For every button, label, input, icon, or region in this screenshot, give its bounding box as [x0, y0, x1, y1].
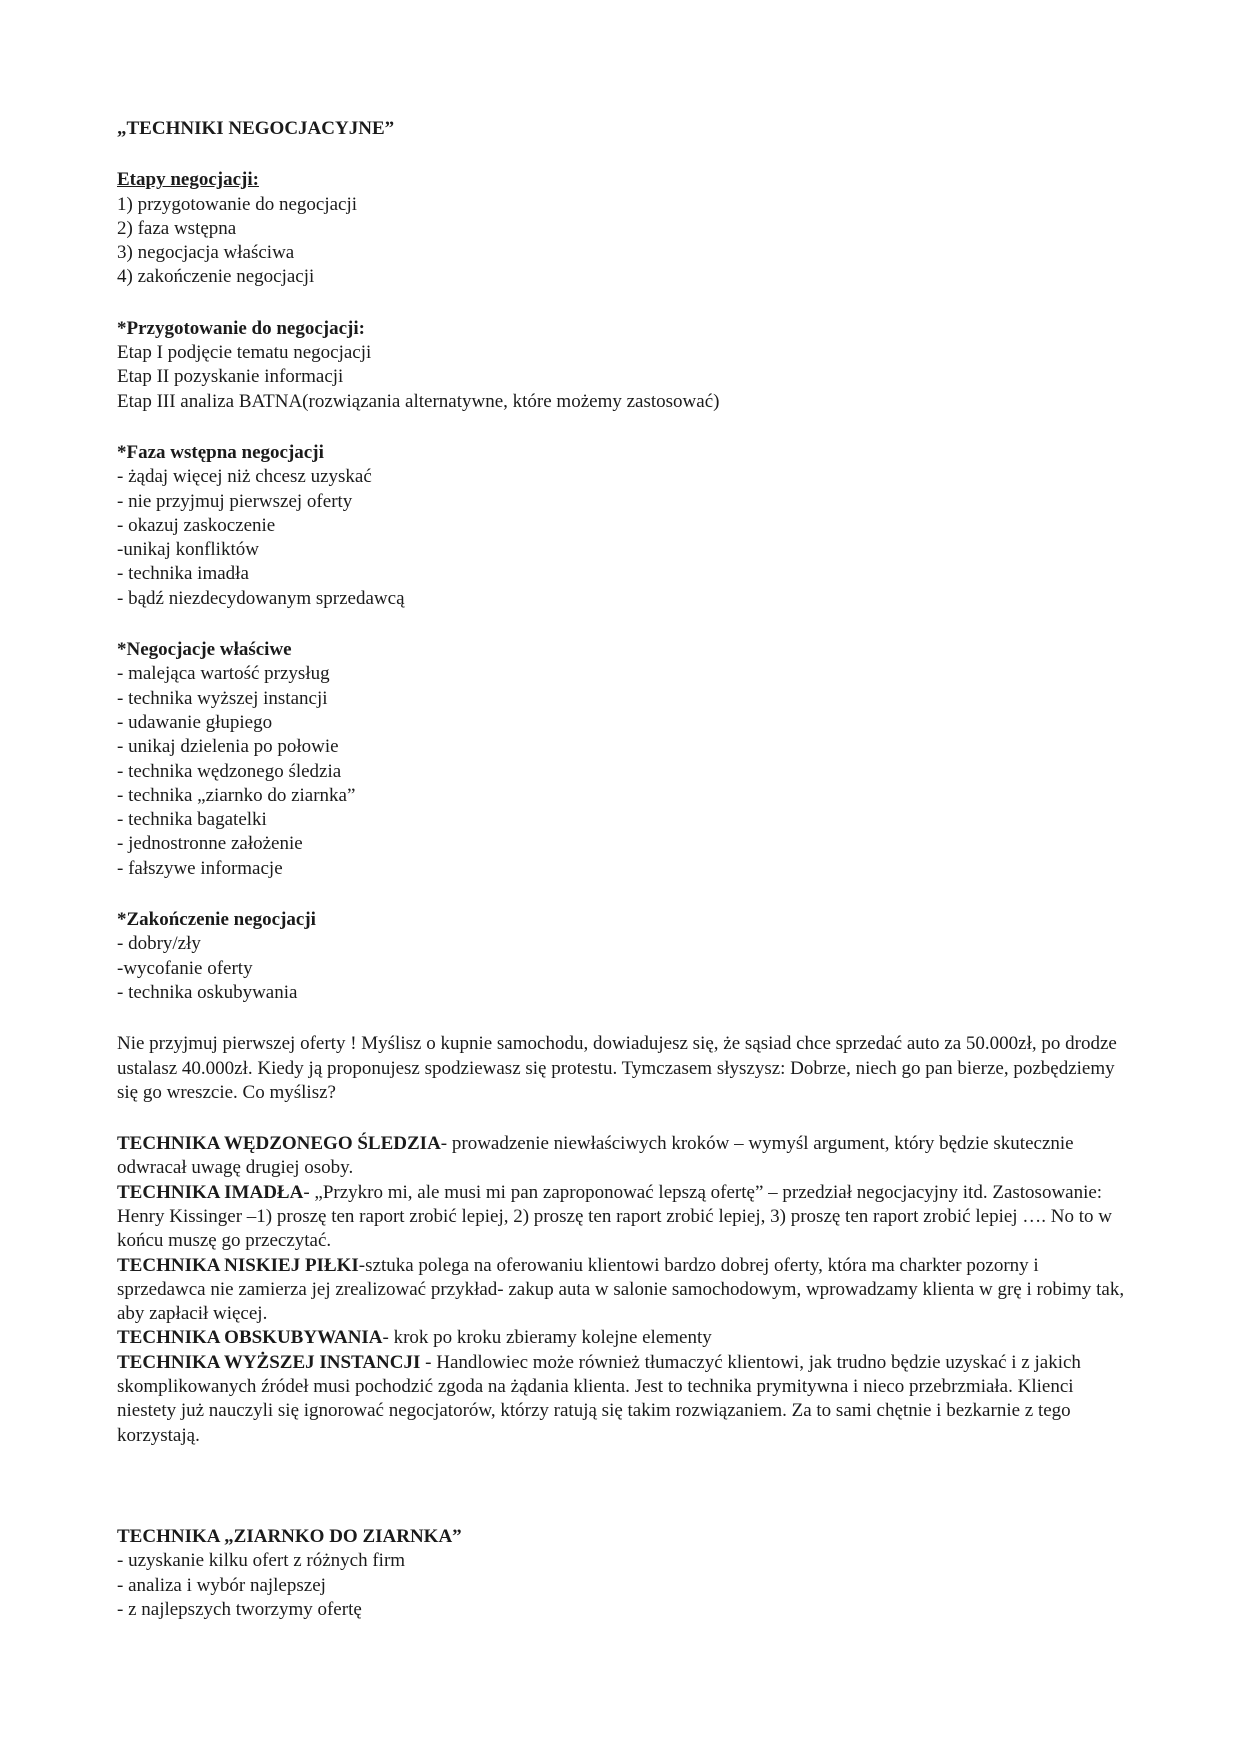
list-item: - nie przyjmuj pierwszej oferty [117, 490, 353, 512]
spacer [117, 414, 1127, 441]
section-heading: *Negocjacje właściwe [117, 639, 292, 661]
spacer [117, 881, 1127, 908]
technique-name: TECHNIKA WĘDZONEGO ŚLEDZIA [117, 1133, 441, 1155]
list-item: Etap II pozyskanie informacji [117, 366, 344, 388]
techniques-block [117, 1132, 1127, 1448]
technique-name: TECHNIKA IMADŁA [117, 1181, 304, 1203]
list-item: 1) przygotowanie do negocjacji [117, 193, 358, 215]
list-item: - malejąca wartość przysług [117, 663, 330, 685]
technique-name: TECHNIKA WYŻSZEJ INSTANCJI [117, 1351, 421, 1373]
list-item: - dobry/zły [117, 933, 201, 955]
list-item: - analiza i wybór najlepszej [117, 1574, 326, 1596]
technique-description: -sztuka polega na oferowaniu klientowi bardzo dobrej oferty, która ma charkter pozorny i sprzedawca nie zamierza jej zrealizować przykład- zakup auta w salonie samochodowym, wprowadzamy klienta w grę i robimy tak, aby zapłacił więcej. [117, 1254, 1125, 1325]
list-item: 4) zakończenie negocjacji [117, 266, 315, 288]
section-faza-wstepna [117, 441, 1127, 611]
technique-entry [117, 1181, 1127, 1254]
section-heading: TECHNIKA „ZIARNKO DO ZIARNKA” [117, 1525, 462, 1547]
spacer [117, 1498, 1127, 1525]
technique-description: - Handlowiec może również tłumaczyć klientowi, jak trudno będzie uzyskać i z jakich skomplikowanych źródeł musi pochodzić zgoda na żądania klienta. Jest to technika prymitywna i nieco przebrzmiała. Klienci niestety już nauczyli się ignorować negocjatorów, którzy ratują się takim rozwiązaniem. Za to sami chętnie i bezkarnie z tego korzystają. [117, 1351, 1081, 1446]
spacer [117, 1005, 1127, 1032]
spacer [117, 1105, 1127, 1132]
section-etapy [117, 168, 1127, 289]
document-title: „TECHNIKI NEGOCJACYJNE” [117, 118, 395, 139]
section-ziarnko [117, 1525, 1127, 1622]
technique-description: - krok po kroku zbieramy kolejne elementy [382, 1327, 712, 1349]
list-item: 2) faza wstępna [117, 217, 237, 239]
list-item: - technika imadła [117, 563, 249, 585]
section-heading: *Przygotowanie do negocjacji: [117, 317, 365, 339]
section-heading: *Faza wstępna negocjacji [117, 441, 324, 463]
spacer [117, 611, 1127, 638]
list-item: - okazuj zaskoczenie [117, 514, 276, 536]
document-page [117, 117, 1127, 1622]
list-item: Etap I podjęcie tematu negocjacji [117, 342, 372, 364]
list-item: - udawanie głupiego [117, 711, 273, 733]
list-item: - uzyskanie kilku ofert z różnych firm [117, 1550, 406, 1572]
section-przygotowanie [117, 317, 1127, 414]
list-item: - technika oskubywania [117, 981, 298, 1003]
list-item: - technika wędzonego śledzia [117, 760, 342, 782]
technique-name: TECHNIKA OBSKUBYWANIA [117, 1327, 383, 1349]
list-item: - technika wyższej instancji [117, 687, 328, 709]
technique-entry [117, 1326, 1127, 1350]
list-item: 3) negocjacja właściwa [117, 242, 295, 264]
section-zakonczenie [117, 908, 1127, 1005]
section-negocjacje-wlasciwe [117, 638, 1127, 881]
spacer [117, 141, 1127, 168]
technique-entry [117, 1132, 1127, 1181]
list-item: -wycofanie oferty [117, 957, 253, 979]
list-item: - jednostronne założenie [117, 833, 303, 855]
list-item: - z najlepszych tworzymy ofertę [117, 1598, 362, 1620]
technique-entry [117, 1351, 1127, 1448]
list-item: - unikaj dzielenia po połowie [117, 736, 339, 758]
list-item: -unikaj konfliktów [117, 539, 259, 561]
spacer [117, 1448, 1127, 1498]
section-heading: Etapy negocjacji: [117, 169, 259, 191]
list-item: - fałszywe informacje [117, 857, 283, 879]
technique-name: TECHNIKA NISKIEJ PIŁKI [117, 1254, 359, 1276]
list-item: - technika „ziarnko do ziarnka” [117, 784, 356, 806]
list-item: - bądź niezdecydowanym sprzedawcą [117, 587, 405, 609]
example-paragraph: Nie przyjmuj pierwszej oferty ! Myślisz o kupnie samochodu, dowiadujesz się, że sąsiad chce sprzedać auto za 50.000zł, po drodze ustalasz 40.000zł. Kiedy ją proponujesz spodziewasz się protestu. Tymczasem słyszysz: Dobrze, niech go pan bierze, pozbędziemy się go wreszcie. Co myślisz? [117, 1033, 1117, 1103]
technique-description: - „Przykro mi, ale musi mi pan zaproponować lepszą ofertę” – przedział negocjacyjny itd. Zastosowanie: Henry Kissinger –1) proszę ten raport zrobić lepiej, 2) proszę ten raport zrobić lepiej, 3) proszę ten raport zrobić lepiej …. No to w końcu muszę go przeczytać. [117, 1181, 1113, 1252]
technique-entry [117, 1254, 1127, 1327]
spacer [117, 290, 1127, 317]
list-item: Etap III analiza BATNA(rozwiązania alternatywne, które możemy zastosować) [117, 390, 720, 412]
section-heading: *Zakończenie negocjacji [117, 909, 316, 931]
list-item: - żądaj więcej niż chcesz uzyskać [117, 466, 372, 488]
technique-description: - prowadzenie niewłaściwych kroków – wymyśl argument, który będzie skutecznie odwracał uwagę drugiej osoby. [117, 1133, 1074, 1179]
list-item: - technika bagatelki [117, 809, 267, 831]
